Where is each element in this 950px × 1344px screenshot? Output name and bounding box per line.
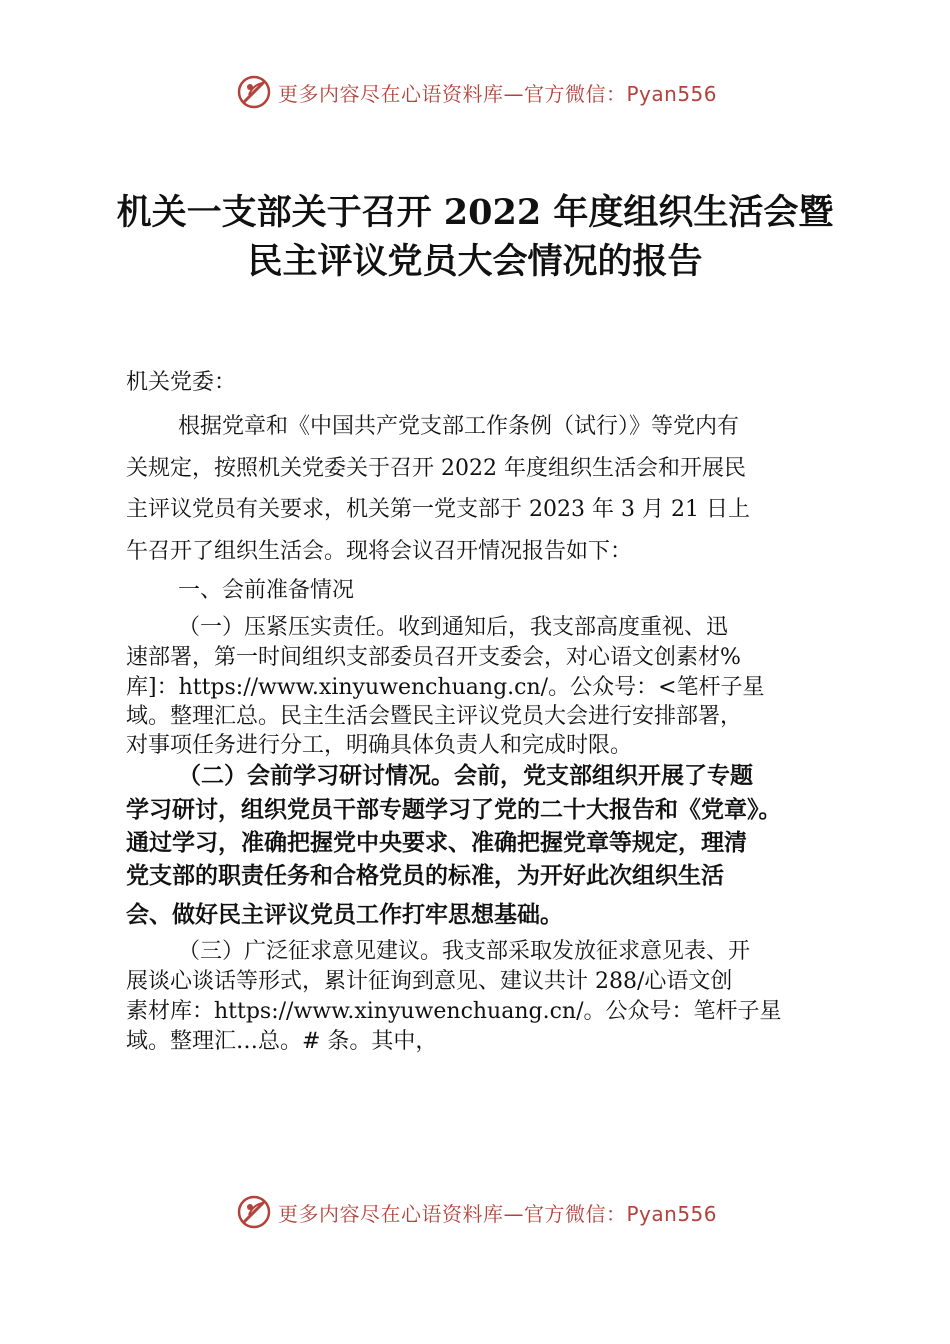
paragraph-line: 速部署，第一时间组织支部委员召开支委会，对心语文创素材% bbox=[126, 645, 741, 670]
watermark-header bbox=[236, 72, 717, 112]
bold-paragraph-line: 党支部的职责任务和合格党员的标准，为开好此次组织生活 bbox=[126, 863, 724, 889]
watermark-text: 更多内容尽在心语资料库—官方微信：Pyan556 bbox=[278, 1201, 718, 1226]
paragraph-line: （三）广泛征求意见建议。我支部采取发放征求意见表、开 bbox=[178, 939, 751, 964]
paragraph-line: 域。整理汇总。民主生活会暨民主评议党员大会进行安排部署， bbox=[126, 704, 743, 729]
paragraph-line: 素材库：https://www.xinyuwenchuang.cn/。公众号：笔杆子星 bbox=[126, 999, 782, 1024]
bold-paragraph-line: 会、做好民主评议党员工作打牢思想基础。 bbox=[126, 902, 563, 928]
section-heading: 一、会前准备情况 bbox=[178, 578, 355, 603]
watermark-footer bbox=[236, 1192, 717, 1232]
quill-logo-icon bbox=[236, 74, 272, 110]
document-title-line-1: 机关一支部关于召开 2022 年度组织生活会暨 bbox=[116, 192, 834, 233]
paragraph-line: 午召开了组织生活会。现将会议召开情况报告如下： bbox=[126, 539, 633, 564]
paragraph-line: 关规定，按照机关党委关于召开 2022 年度组织生活会和开展民 bbox=[126, 456, 746, 481]
bold-paragraph-line: （二）会前学习研讨情况。会前，党支部组织开展了专题 bbox=[178, 763, 753, 789]
paragraph-line: 根据党章和《中国共产党支部工作条例（试行）》等党内有 bbox=[178, 414, 740, 439]
paragraph-line: 域。整理汇…总。# 条。其中， bbox=[126, 1029, 438, 1054]
salutation: 机关党委： bbox=[126, 370, 237, 395]
paragraph-line: （一）压紧压实责任。收到通知后，我支部高度重视、迅 bbox=[178, 615, 729, 640]
bold-paragraph-line: 通过学习，准确把握党中央要求、准确把握党章等规定，理清 bbox=[126, 830, 747, 856]
paragraph-line: 主评议党员有关要求，机关第一党支部于 2023 年 3 月 21 日上 bbox=[126, 497, 750, 522]
watermark-text: 更多内容尽在心语资料库—官方微信：Pyan556 bbox=[278, 81, 718, 106]
bold-paragraph-line: 学习研讨，组织党员干部专题学习了党的二十大报告和《党章》。 bbox=[126, 797, 782, 823]
document-title-line-2: 民主评议党员大会情况的报告 bbox=[247, 241, 703, 282]
paragraph-line: 展谈心谈话等形式，累计征询到意见、建议共计 288/心语文创 bbox=[126, 969, 733, 994]
quill-logo-icon bbox=[236, 1194, 272, 1230]
paragraph-line: 对事项任务进行分工，明确具体负责人和完成时限。 bbox=[126, 733, 633, 758]
paragraph-line: 库]：https://www.xinyuwenchuang.cn/。公众号：<笔杆子星 bbox=[126, 675, 765, 700]
